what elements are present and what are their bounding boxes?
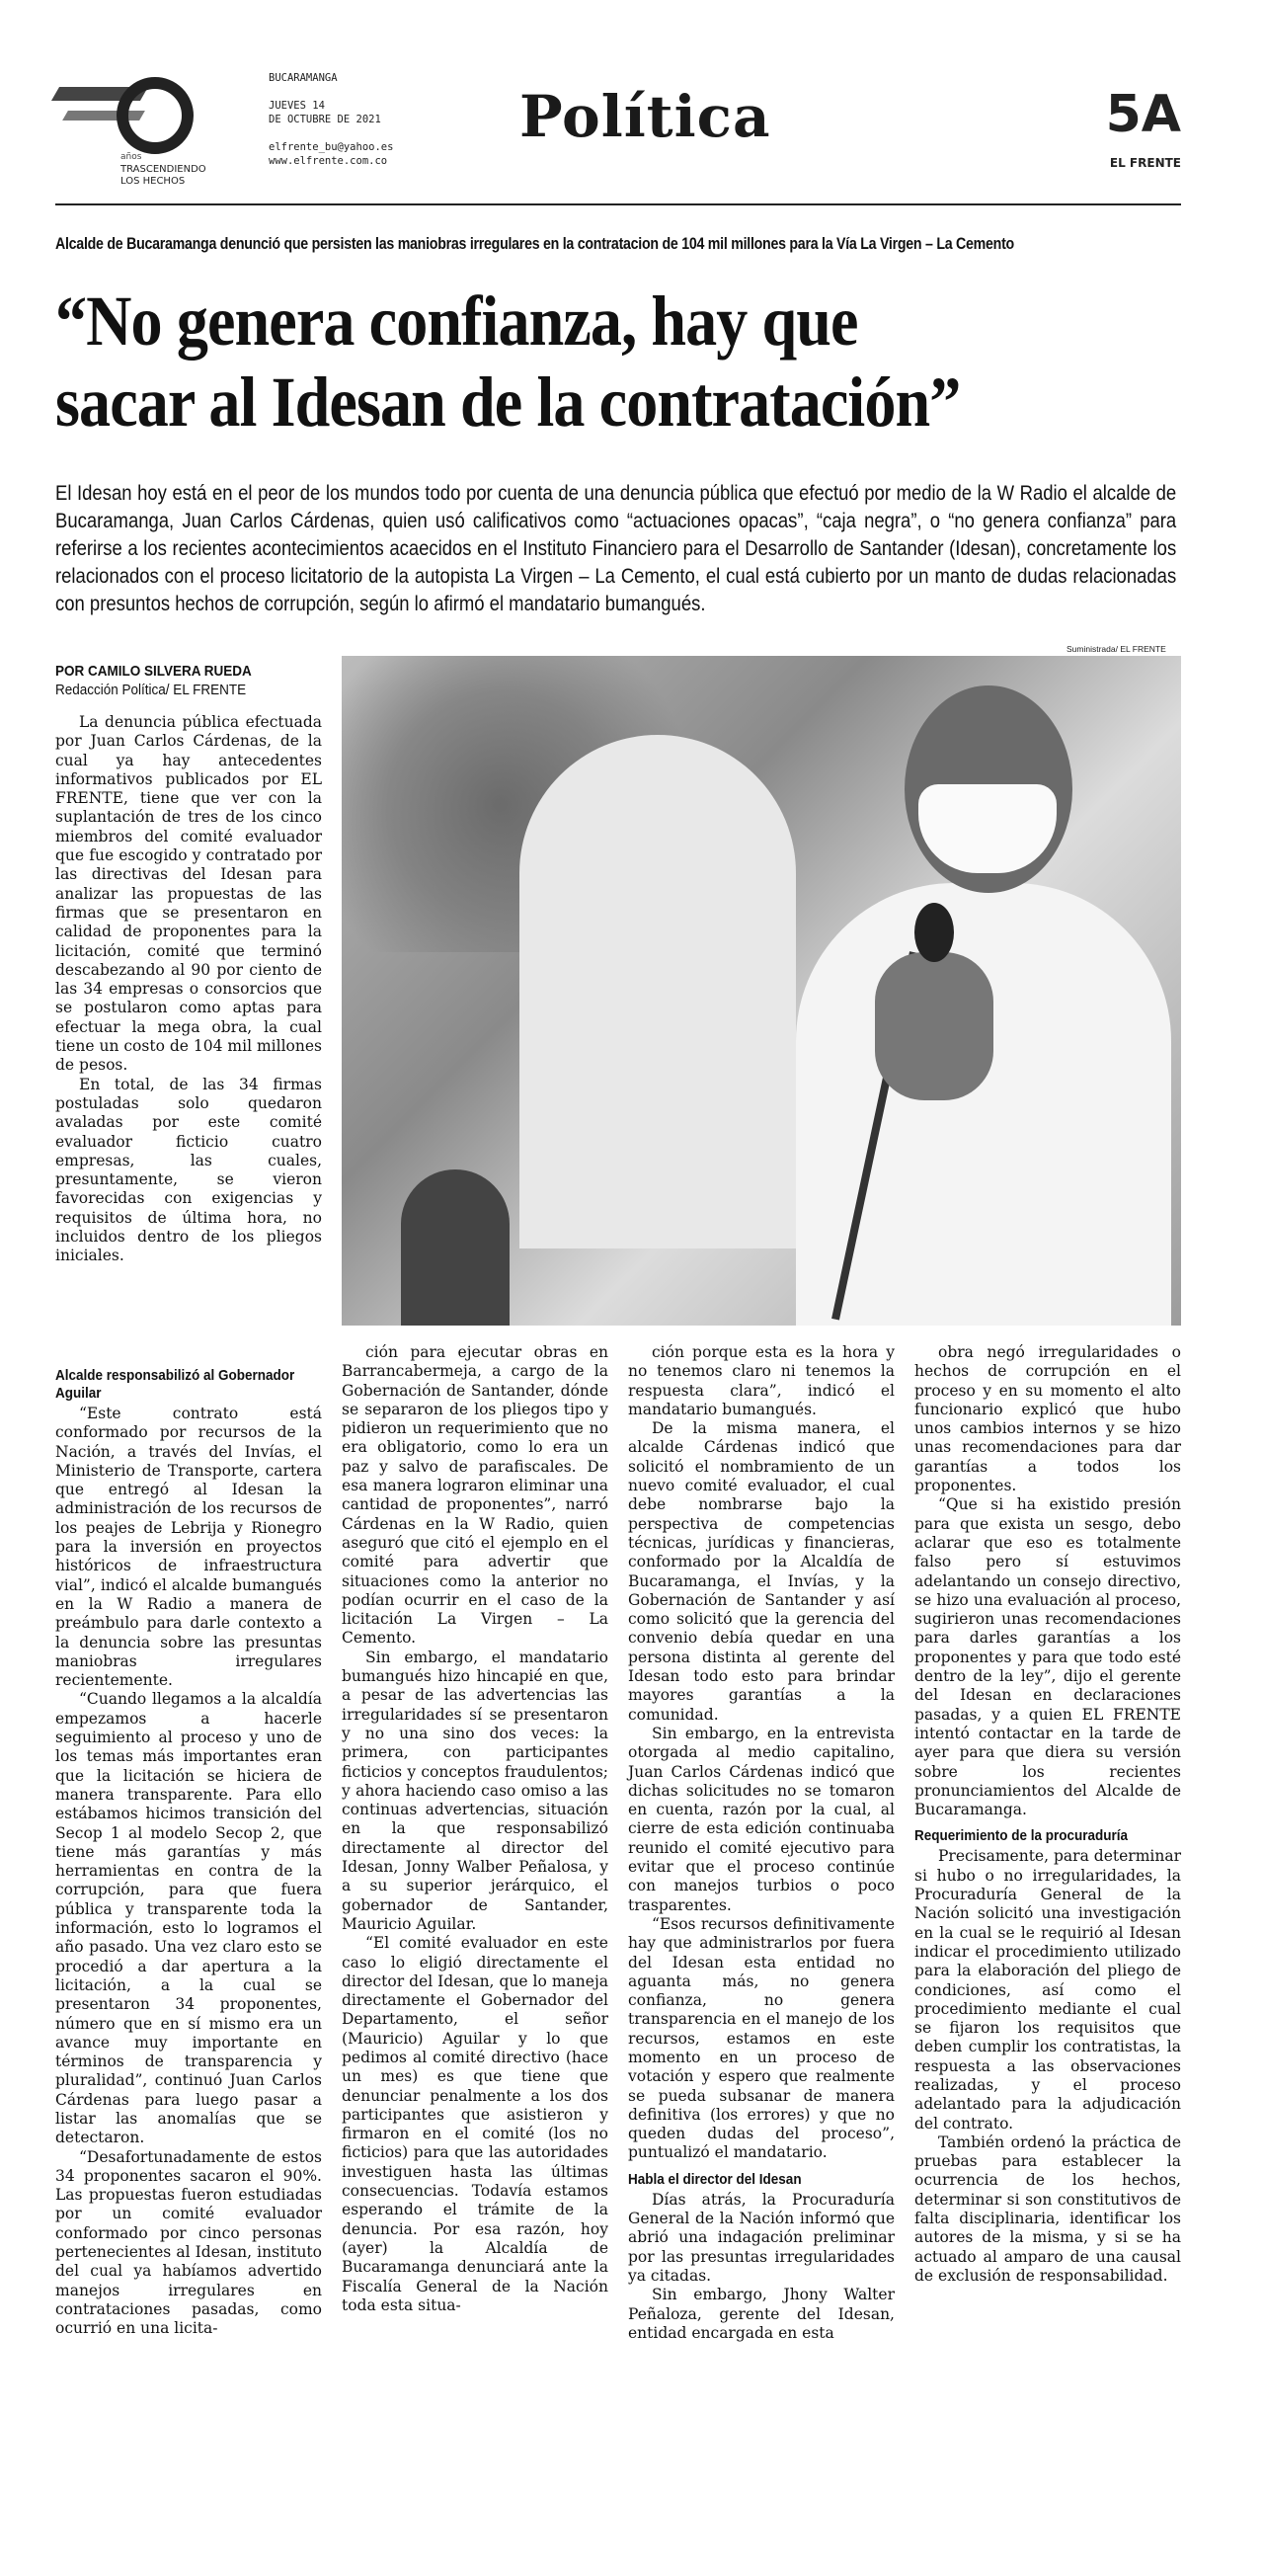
section-title: Política	[519, 83, 771, 150]
paragraph: En total, de las 34 firmas postuladas solo quedaron avaladas por este comité evaluador ficticio cuatro empresas, las cuales, presuntamente, se vieron favorecidas con exigencias y requisitos de última hora, no incluidos dentro de los pliegos iniciales.	[55, 1075, 322, 1265]
newspaper-logo	[55, 77, 253, 186]
column-4	[914, 1343, 1181, 2286]
paragraph: Días atrás, la Procuraduría General de la Nación informó que abrió una indagación preliminar por las presuntas irregularidades ya citadas.	[628, 2190, 895, 2285]
website: www.elfrente.com.co	[269, 155, 388, 167]
paragraph: “Desafortunadamente de estos 34 proponentes sacaron el 90%. Las propuestas fueron estudiadas por un comité evaluador conformado por cinco personas pertenecientes al Idesan, instituto del cual ya habíamos advertido manejos irregulares en contrataciones pasadas, como ocurrió en una licita-	[55, 2147, 322, 2338]
photo-credit: Suministrada/ EL FRENTE	[1066, 644, 1166, 654]
headline: “No genera confianza, hay que sacar al Idesan de la contratación”	[55, 282, 961, 442]
logo-years: años	[120, 152, 142, 162]
edition-info	[269, 71, 393, 168]
paragraph: “Este contrato está conformado por recursos de la Nación, a través del Invías, el Ministerio de Transporte, cartera que entregó al Idesan la administración de los recursos de los peajes de Lebrija y Rionegro para la inversión en proyectos históricos de infraestructura vial”, indicó el alcalde bumangués en la W Radio a manera de preámbulo para darle contexto a la denuncia sobre las presuntas maniobras irregulares recientemente.	[55, 1405, 322, 1690]
byline-desk: Redacción Política/ EL FRENTE	[55, 682, 247, 698]
email: elfrente_bu@yahoo.es	[269, 141, 394, 153]
paragraph: ción para ejecutar obras en Barrancabermeja, a cargo de la Gobernación de Santander, dónde se separaron de los pliegos tipo y pidieron un requerimiento que no era obligatorio, como lo era un paz y salvo de parafiscales. De esa manera lograron eliminar una cantidad de proponentes”, narró Cárdenas en la W Radio, quien aseguró que citó el ejemplo en el comité para advertir que situaciones como la anterior no podían ocurrir en el caso de la licitación La Virgen – La Cemento.	[342, 1343, 608, 1648]
photo-mayor-speaking	[342, 656, 1181, 1326]
paragraph: “Que si ha existido presión para que exista un sesgo, debo aclarar que eso es totalmente falso pero sí estuvimos adelantando un consejo directivo, se hizo una evaluación al proceso, sugirieron unas recomendaciones para darles garantías a los proponentes y para que todo esté dentro de la ley”, dijo el gerente del Idesan en declaraciones pasadas, y a quien EL FRENTE intentó contactar en la tarde de ayer para que diera su versión sobre los recientes pronunciamientos del Alcalde de Bucaramanga.	[914, 1495, 1181, 1819]
masthead	[55, 71, 1181, 190]
column-3	[628, 1343, 895, 2343]
subhead-alcalde: Alcalde responsabilizó al Gobernador Aguilar	[55, 1367, 295, 1402]
city: BUCARAMANGA	[269, 72, 338, 84]
logo-tagline: TRASCENDIENDO LOS HECHOS	[120, 164, 206, 187]
paragraph: “Esos recursos definitivamente hay que administrarlos por fuera del Idesan esta entidad no aguanta más, no genera confianza, no genera transparencia en el manejo de los recursos, estamos en este momento en un proceso de votación y espero que realmente se pueda subsanar de manera definitiva (los errores) y que no queden dudas del proceso”, puntualizó el mandatario.	[628, 1914, 895, 2162]
paragraph: Precisamente, para determinar si hubo o no irregularidades, la Procuraduría General de la Nación solicitó una investigación en la cual se le requirió al Idesan indicar el procedimiento utilizado para la elaboración del pliego de condiciones, así como el procedimiento mediante el cual se fijaron los requisitos que deben cumplir los contratistas, la respuesta a las observaciones realizadas, y el proceso adelantado para la adjudicación del contrato.	[914, 1847, 1181, 2133]
paragraph: ción porque esta es la hora y no tenemos claro ni tenemos la respuesta clara”, indicó el mandatario bumangués.	[628, 1343, 895, 1418]
paragraph: También ordenó la práctica de pruebas para establecer la ocurrencia de los hechos, determinar si son constitutivos de falta disciplinaria, identificar los autores de la misma, y si se ha actuado al amparo de una causal de exclusión de responsabilidad.	[914, 2133, 1181, 2285]
paragraph: Sin embargo, en la entrevista otorgada al medio capitalino, Juan Carlos Cárdenas indicó que dichas solicitudes no se tomaron en cuenta, razón por la cual, al cierre de esta edición continuaba reunido el comité ejecutivo para evitar que el proceso continúe con manejos turbios o poco trasparentes.	[628, 1724, 895, 1914]
date-line-1: JUEVES 14	[269, 100, 325, 112]
paragraph: “Cuando llegamos a la alcaldía empezamos a hacerle seguimiento al proceso y uno de los temas más importantes eran que la licitación se hiciera de manera transparente. Para ello estábamos hicimos transición del Secop 1 al modelo Secop 2, que tiene más garantías y más herramientas en contra de la corrupción, para que fuera pública y transparente toda la información, esto lo logramos el año pasado. Una vez claro esto se procedió a dar apertura a la licitación, a la cual se presentaron 34 proponentes, número que en sí mismo era un avance muy importante en términos de transparencia y pluralidad”, continuó Juan Carlos Cárdenas para luego pasar a listar las anomalías que se detectaron.	[55, 1690, 322, 2147]
lead-paragraph: El Idesan hoy está en el peor de los mundos todo por cuenta de una denuncia pública que efectuó por medio de la W Radio el alcalde de Bucaramanga, Juan Carlos Cárdenas, quien usó calificativos como “actuaciones opacas”, “caja negra”, o “no genera confianza” para referirse a los recientes acontecimientos acaecidos en el Instituto Financiero para el Desarrollo de Santander (Idesan), concretamente los relacionados con el proceso licitatorio de la autopista La Virgen – La Cemento, el cual está cubierto por un manto de dudas relacionadas con presuntos hechos de corrupción, según lo afirmó el mandatario bumangués.	[55, 482, 1177, 615]
column-1-bottom	[55, 1359, 322, 2339]
paragraph: Sin embargo, el mandatario bumangués hizo hincapié en que, a pesar de las advertencias las irregularidades sí se presentaron y no una sino dos veces: la primera, con participantes ficticios y conceptos fraudulentos; y ahora haciendo caso omiso a las continuas advertencias, situación en la que responsabilizó directamente al director del Idesan, Jonny Walber Peñalosa, y a su superior jerárquico, el gobernador de Santander, Mauricio Aguilar.	[342, 1648, 608, 1933]
column-2	[342, 1343, 608, 2315]
column-1-top	[55, 662, 322, 1266]
date-line-2: DE OCTUBRE DE 2021	[269, 114, 381, 125]
paragraph: obra negó irregularidades o hechos de corrupción en el proceso y en su momento el alto funcionario explicó que hubo unos cambios internos y se hizo unas recomendaciones para dar garantías a todos los proponentes.	[914, 1343, 1181, 1495]
paragraph: Sin embargo, Jhony Walter Peñaloza, gerente del Idesan, entidad encargada en esta	[628, 2286, 895, 2342]
paragraph: De la misma manera, el alcalde Cárdenas indicó que solicitó el nombramiento de un nuevo comité evaluador, el cual debe nombrarse bajo la perspectiva de competencias técnicas, jurídicas y financieras, conformado por la Alcaldía de Bucaramanga, el Invías, y la Gobernación de Santander y así como solicitó que la gerencia del convenio debía quedar en una persona distinta al gerente del Idesan todo esto para brindar mayores garantías a la comunidad.	[628, 1419, 895, 1724]
byline: POR CAMILO SILVERA RUEDA	[55, 663, 252, 680]
kicker: Alcalde de Bucaramanga denunció que persisten las maniobras irregulares en la contratacion de 104 mil millones para la Vía La Virgen – La Cemento	[55, 235, 1014, 253]
subhead-director: Habla el director del Idesan	[628, 2170, 802, 2188]
paragraph: La denuncia pública efectuada por Juan Carlos Cárdenas, de la cual ya hay antecedentes informativos publicados por EL FRENTE, tiene que ver con la suplantación de tres de los cinco miembros del comité evaluador que fue escogido y contratado por las directivas del Idesan para analizar las propuestas de las firmas que se presentaron en calidad de proponentes para la licitación, comité que terminó descabezando al 90 por ciento de las 34 empresas o consorcios que se postularon como aptas para efectuar la mega obra, la cual tiene un costo de 104 mil millones de pesos.	[55, 713, 322, 1075]
col1-top-text	[55, 713, 322, 1266]
header-rule	[55, 203, 1181, 205]
page-number: 5A	[1105, 85, 1181, 144]
paragraph: “El comité evaluador en este caso lo eligió directamente el director del Idesan, que lo maneja directamente el Gobernador del Departamento, el señor (Mauricio) Aguilar y lo que pedimos al comité directivo (hace un mes) es que tiene que denunciar penalmente a los dos participantes que asistieron y firmaron en el comité (los no ficticios) para que las autoridades investiguen hasta las últimas consecuencias. Todavía estamos esperando el trámite de la denuncia. Por esa razón, hoy (ayer) la Alcaldía de Bucaramanga denunciará ante la Fiscalía General de la Nación toda esta situa-	[342, 1934, 608, 2314]
paper-name: EL FRENTE	[1109, 156, 1181, 170]
subhead-procuraduria: Requerimiento de la procuraduría	[914, 1827, 1129, 1845]
